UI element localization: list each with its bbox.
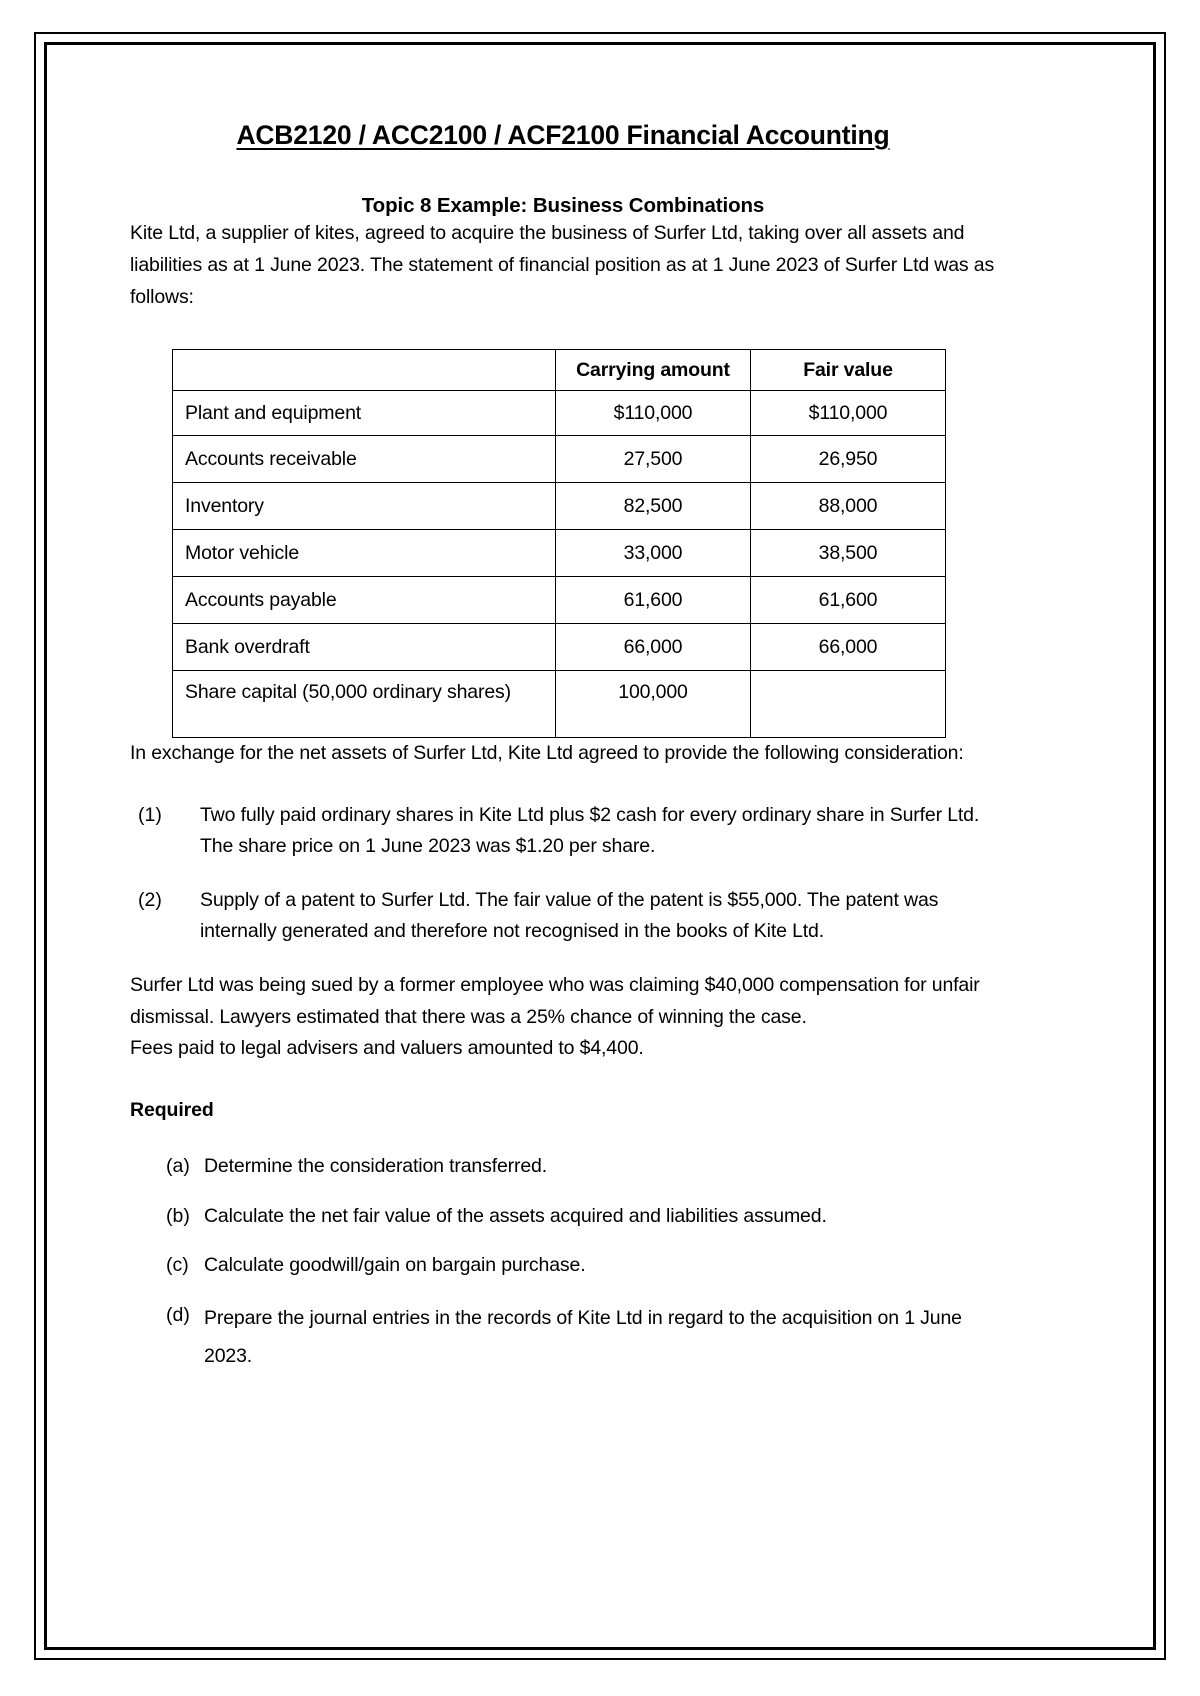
- row-fair-value: $110,000: [751, 391, 946, 436]
- list-item-marker: (b): [166, 1204, 190, 1227]
- row-fair-value: 61,600: [751, 577, 946, 624]
- page-title: ACB2120 / ACC2100 / ACF2100 Financial Accounting: [236, 120, 890, 150]
- row-fair-value: 38,500: [751, 530, 946, 577]
- row-carrying-amount: 100,000: [556, 671, 751, 738]
- list-item-text: Supply of a patent to Surfer Ltd. The fair value of the patent is $55,000. The patent was internally generated and therefore not recognised in the books of Kite Ltd.: [200, 888, 939, 943]
- row-carrying-amount: 82,500: [556, 483, 751, 530]
- row-label: Bank overdraft: [173, 624, 556, 671]
- intro-paragraph: Kite Ltd, a supplier of kites, agreed to acquire the business of Surfer Ltd, taking over all assets and liabilities as at 1 June 2023. The statement of financial position as at 1 June 2023 of Surfer Ltd was as follows:: [130, 222, 995, 308]
- list-item: [130, 885, 996, 948]
- table-row: [173, 436, 946, 483]
- consideration-list: [130, 800, 996, 948]
- list-item-text: Two fully paid ordinary shares in Kite Ltd plus $2 cash for every ordinary share in Surfer Ltd. The share price on 1 June 2023 was $1.20 per share.: [200, 803, 980, 858]
- list-item-text: Prepare the journal entries in the records of Kite Ltd in regard to the acquisition on 1 June 2023.: [204, 1307, 962, 1368]
- table-row: [173, 483, 946, 530]
- row-carrying-amount: 27,500: [556, 436, 751, 483]
- list-item: [166, 1299, 996, 1375]
- table-row: [173, 530, 946, 577]
- row-fair-value: 88,000: [751, 483, 946, 530]
- required-list: [166, 1150, 996, 1375]
- document-content: [130, 120, 996, 1392]
- list-item-marker: (d): [166, 1304, 190, 1326]
- row-fair-value: 26,950: [751, 436, 946, 483]
- row-fair-value: [751, 671, 946, 738]
- table-body: [173, 391, 946, 738]
- required-heading: Required: [130, 1098, 214, 1121]
- consideration-intro-paragraph: In exchange for the net assets of Surfer Ltd, Kite Ltd agreed to provide the following consideration:: [130, 742, 964, 765]
- table-row: [173, 577, 946, 624]
- page-subtitle: Topic 8 Example: Business Combinations: [361, 193, 765, 217]
- list-item-marker: (a): [166, 1154, 190, 1177]
- table-header-carrying-amount: Carrying amount: [556, 350, 751, 391]
- row-carrying-amount: $110,000: [556, 391, 751, 436]
- row-label: Motor vehicle: [173, 530, 556, 577]
- row-label: Share capital (50,000 ordinary shares): [173, 671, 556, 738]
- table-row: [173, 671, 946, 738]
- list-item-text: Determine the consideration transferred.: [204, 1154, 548, 1177]
- row-carrying-amount: 66,000: [556, 624, 751, 671]
- list-item: [166, 1249, 996, 1282]
- table-header-row: [173, 350, 946, 391]
- row-label: Plant and equipment: [173, 391, 556, 436]
- list-item-marker: (1): [138, 803, 162, 826]
- row-carrying-amount: 61,600: [556, 577, 751, 624]
- list-item: [166, 1200, 996, 1233]
- list-item: [130, 800, 996, 863]
- table-head: [173, 350, 946, 391]
- row-carrying-amount: 33,000: [556, 530, 751, 577]
- list-item-marker: (2): [138, 888, 162, 911]
- list-item: [166, 1150, 996, 1183]
- table-row: [173, 391, 946, 436]
- fees-paragraph: Fees paid to legal advisers and valuers amounted to $4,400.: [130, 1037, 644, 1060]
- row-label: Accounts receivable: [173, 436, 556, 483]
- table-header-blank: [173, 350, 556, 391]
- row-fair-value: 66,000: [751, 624, 946, 671]
- list-item-marker: (c): [166, 1254, 189, 1277]
- table-row: [173, 624, 946, 671]
- financial-position-table: [172, 349, 946, 738]
- lawsuit-paragraph: Surfer Ltd was being sued by a former employee who was claiming $40,000 compensation for unfair dismissal. Lawyers estimated that there was a 25% chance of winning the case.: [130, 974, 980, 1028]
- table-header-fair-value: Fair value: [751, 350, 946, 391]
- row-label: Accounts payable: [173, 577, 556, 624]
- row-label: Inventory: [173, 483, 556, 530]
- list-item-text: Calculate the net fair value of the assets acquired and liabilities assumed.: [204, 1204, 827, 1227]
- list-item-text: Calculate goodwill/gain on bargain purchase.: [204, 1254, 586, 1277]
